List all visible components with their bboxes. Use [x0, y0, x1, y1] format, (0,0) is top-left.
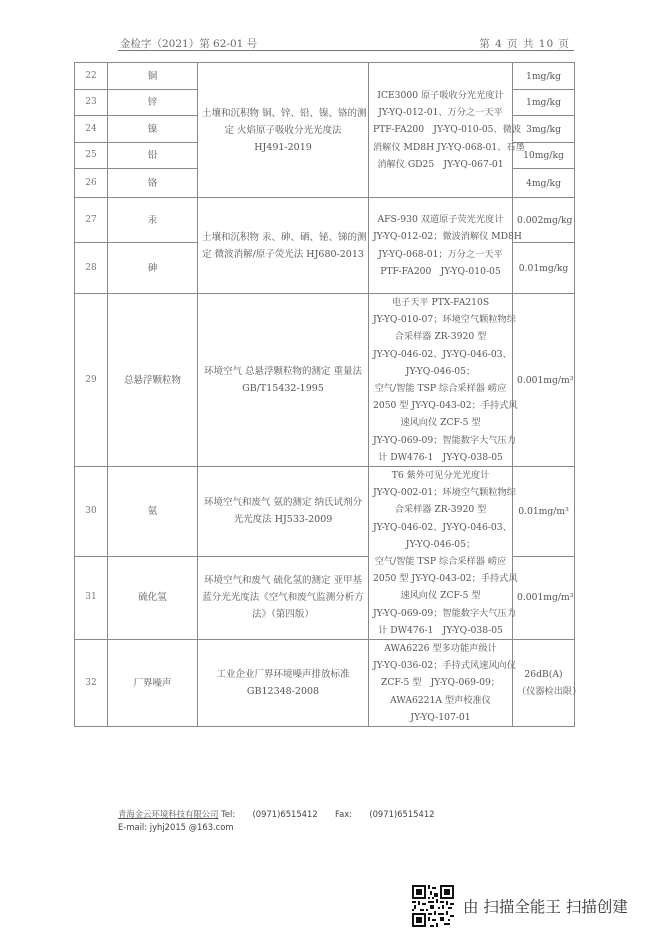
row-number: 32: [75, 640, 108, 727]
fax-number: (0971)6515412: [369, 809, 435, 819]
row-number: 28: [75, 243, 108, 294]
row-number: 27: [75, 198, 108, 243]
test-item: 铬: [108, 169, 198, 198]
page-header: [118, 34, 574, 51]
method-cell: 土壤和沉积物 汞、砷、硒、铋、锑的测 定 微波消解/原子荧光法 HJ680-2013: [198, 198, 369, 294]
detection-limit: 3mg/kg: [513, 116, 575, 143]
table-row: [75, 294, 575, 467]
fax-label: Fax:: [335, 809, 352, 819]
method-cell: 环境空气和废气 硫化氢的测定 亚甲基 蓝分光光度法《空气和废气监测分析方 法》（第四版）: [198, 556, 369, 639]
test-item: 镍: [108, 116, 198, 143]
detection-limit: 0.002mg/kg: [513, 198, 575, 243]
company-name: 青海金云环境科技有限公司: [118, 809, 219, 819]
test-item: 总悬浮颗粒物: [108, 294, 198, 467]
page-indicator: 第 4 页 共 10 页: [479, 38, 570, 50]
table-row: [75, 640, 575, 727]
detection-limit: 0.01mg/kg: [513, 243, 575, 294]
document-number: 金检字（2021）第 62-01 号: [120, 38, 258, 50]
row-number: 31: [75, 556, 108, 639]
test-item: 铜: [108, 63, 198, 90]
limit-note: （仪器检出限）: [517, 686, 582, 698]
detection-limit: 1mg/kg: [513, 90, 575, 116]
scanner-watermark: [412, 885, 628, 927]
detection-methods-table: [74, 62, 582, 727]
email-label: E-mail:: [118, 822, 148, 832]
test-item: 铅: [108, 143, 198, 169]
test-item: 厂界噪声: [108, 640, 198, 727]
instrument-cell: 电子天平 PTX-FA210S JY-YQ-010-07；环境空气颗粒物综 合采样器 ZR-3920 型 JY-YQ-046-02、JY-YQ-046-03、 JY-YQ-046-05； 空气/智能 TSP 综合采样器 崂应 2050 型 JY-YQ-043-02；手持式风 速风向仪 ZCF-5 型 JY-YQ-069-09；智能数字大气压力 计 DW476-1 JY-YQ-038-05: [369, 294, 513, 467]
test-item: 汞: [108, 198, 198, 243]
instrument-cell: T6 紫外可见分光光度计 JY-YQ-002-01；环境空气颗粒物综 合采样器 ZR-3920 型 JY-YQ-046-02、JY-YQ-046-03、 JY-YQ-046-05； 空气/智能 TSP 综合采样器 崂应 2050 型 JY-YQ-043-02；手持式风 速风向仪 ZCF-5 型 JY-YQ-069-09；智能数字大气压力 计 DW476-1 JY-YQ-038-05: [369, 467, 513, 640]
row-number: 22: [75, 63, 108, 90]
instrument-cell: ICE3000 原子吸收分光光度计 JY-YQ-012-01、万分之一天平 PTF-FA200 JY-YQ-010-05、微波 消解仪 MD8H JY-YQ-068-01、石墨 消解仪 GD25 JY-YQ-067-01: [369, 63, 513, 198]
table-row: [75, 198, 575, 243]
row-number: 25: [75, 143, 108, 169]
qr-code-icon: [412, 885, 454, 927]
page-footer: [118, 808, 434, 834]
tel-label: Tel:: [221, 809, 236, 819]
test-item: 砷: [108, 243, 198, 294]
detection-limit: 0.01mg/m³: [513, 467, 575, 557]
footer-email-line: [118, 821, 434, 834]
method-cell: 环境空气和废气 氨的测定 纳氏试剂分 光光度法 HJ533-2009: [198, 467, 369, 557]
method-cell: 环境空气 总悬浮颗粒物的测定 重量法 GB/T15432-1995: [198, 294, 369, 467]
method-cell: 工业企业厂界环境噪声排放标准 GB12348-2008: [198, 640, 369, 727]
instrument-cell: AWA6226 型多功能声级计 JY-YQ-036-02；手持式风速风向仪 ZCF-5 型 JY-YQ-069-09； AWA6221A 型声校准仪 JY-YQ-107-01: [369, 640, 513, 727]
row-number: 26: [75, 169, 108, 198]
test-item: 锌: [108, 90, 198, 116]
table-row: [75, 63, 575, 90]
scanner-caption: 由 扫描全能王 扫描创建: [463, 898, 628, 916]
detection-limit: 10mg/kg: [513, 143, 575, 169]
method-cell: 土壤和沉积物 铜、锌、铅、镍、铬的测 定 火焰原子吸收分光光度法 HJ491-2019: [198, 63, 369, 198]
row-number: 23: [75, 90, 108, 116]
instrument-cell: AFS-930 双道原子荧光光度计 JY-YQ-012-02；微波消解仪 MD8H JY-YQ-068-01；万分之一天平 PTF-FA200 JY-YQ-010-05: [369, 198, 513, 294]
table-row: [75, 467, 575, 557]
row-number: 30: [75, 467, 108, 557]
detection-limit: 1mg/kg: [513, 63, 575, 90]
tel-number: (0971)6515412: [252, 809, 318, 819]
test-item: 氨: [108, 467, 198, 557]
detection-limit: 26dB(A) （仪器检出限）: [513, 640, 575, 727]
row-number: 29: [75, 294, 108, 467]
test-item: 硫化氢: [108, 556, 198, 639]
email-address: jyhj2015 @163.com: [149, 822, 234, 832]
detection-limit: 4mg/kg: [513, 169, 575, 198]
detection-limit: 0.001mg/m³: [513, 294, 575, 467]
row-number: 24: [75, 116, 108, 143]
footer-contact-line: [118, 808, 434, 821]
detection-limit: 0.001mg/m³: [513, 556, 575, 639]
